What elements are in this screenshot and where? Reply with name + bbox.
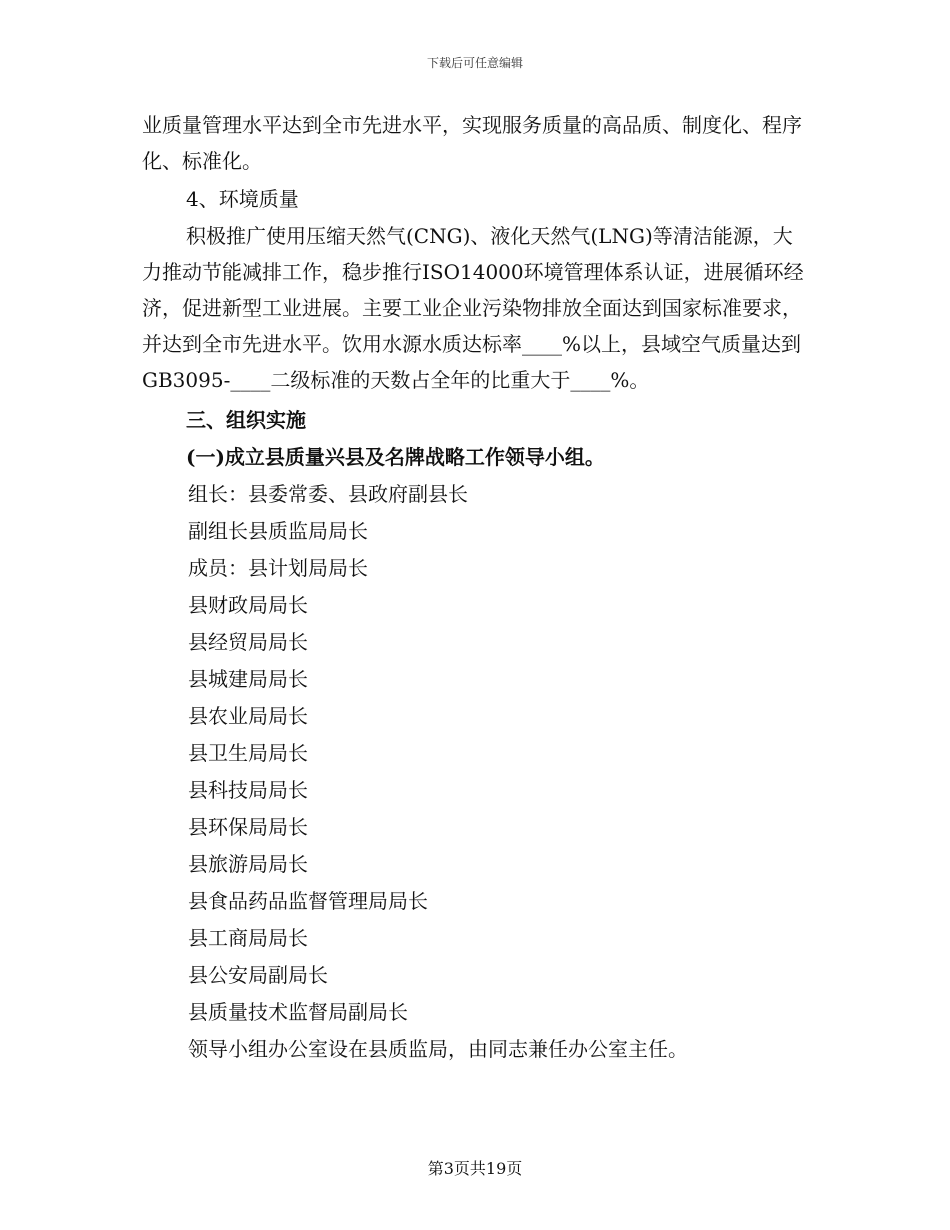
office-note: 领导小组办公室设在县质监局，由同志兼任办公室主任。 [188, 1037, 688, 1061]
member-line: 县工商局局长 [188, 926, 308, 950]
member-line: 县卫生局局长 [188, 741, 308, 765]
member-line: 县经贸局局长 [188, 630, 308, 654]
member-list [142, 476, 810, 1068]
member-line: 县环保局局长 [188, 815, 308, 839]
member-line: 县农业局局长 [188, 704, 308, 728]
paragraph-service-quality: 业质量管理水平达到全市先进水平，实现服务质量的高品质、制度化、程序化、标准化。 [142, 113, 802, 173]
member-line: 县质量技术监督局副局长 [188, 1000, 408, 1024]
heading-environment-quality: 4、环境质量 [186, 187, 299, 211]
member-line: 组长：县委常委、县政府副县长 [188, 482, 468, 506]
paragraph-environment: 积极推广使用压缩天然气(CNG)、液化天然气(LNG)等清洁能源，大力推动节能减排工作，稳步推行ISO14000环境管理体系认证，进展循环经济，促进新型工业进展。主要工业企业污染物排放全面达到国家标准要求，并达到全市先进水平。饮用水源水质达标率____%以上，县域空气质量达到GB3095-____二级标准的天数占全年的比重大于____%。 [142, 224, 804, 392]
document-body [142, 107, 810, 1068]
subsection-heading-leading-group: (一)成立县质量兴县及名牌战略工作领导小组。 [186, 445, 605, 469]
member-line: 县公安局副局长 [188, 963, 328, 987]
member-line: 成员：县计划局局长 [188, 556, 368, 580]
page-number: 第3页共19页 [427, 1159, 523, 1178]
member-line: 县财政局局长 [188, 593, 308, 617]
section-heading-organization: 三、组织实施 [186, 408, 306, 432]
member-line: 县城建局局长 [188, 667, 308, 691]
member-line: 副组长县质监局局长 [188, 519, 368, 543]
member-line: 县旅游局局长 [188, 852, 308, 876]
member-line: 县科技局局长 [188, 778, 308, 802]
member-line: 县食品药品监督管理局局长 [188, 889, 428, 913]
page-header: 下载后可任意编辑 [426, 56, 523, 70]
